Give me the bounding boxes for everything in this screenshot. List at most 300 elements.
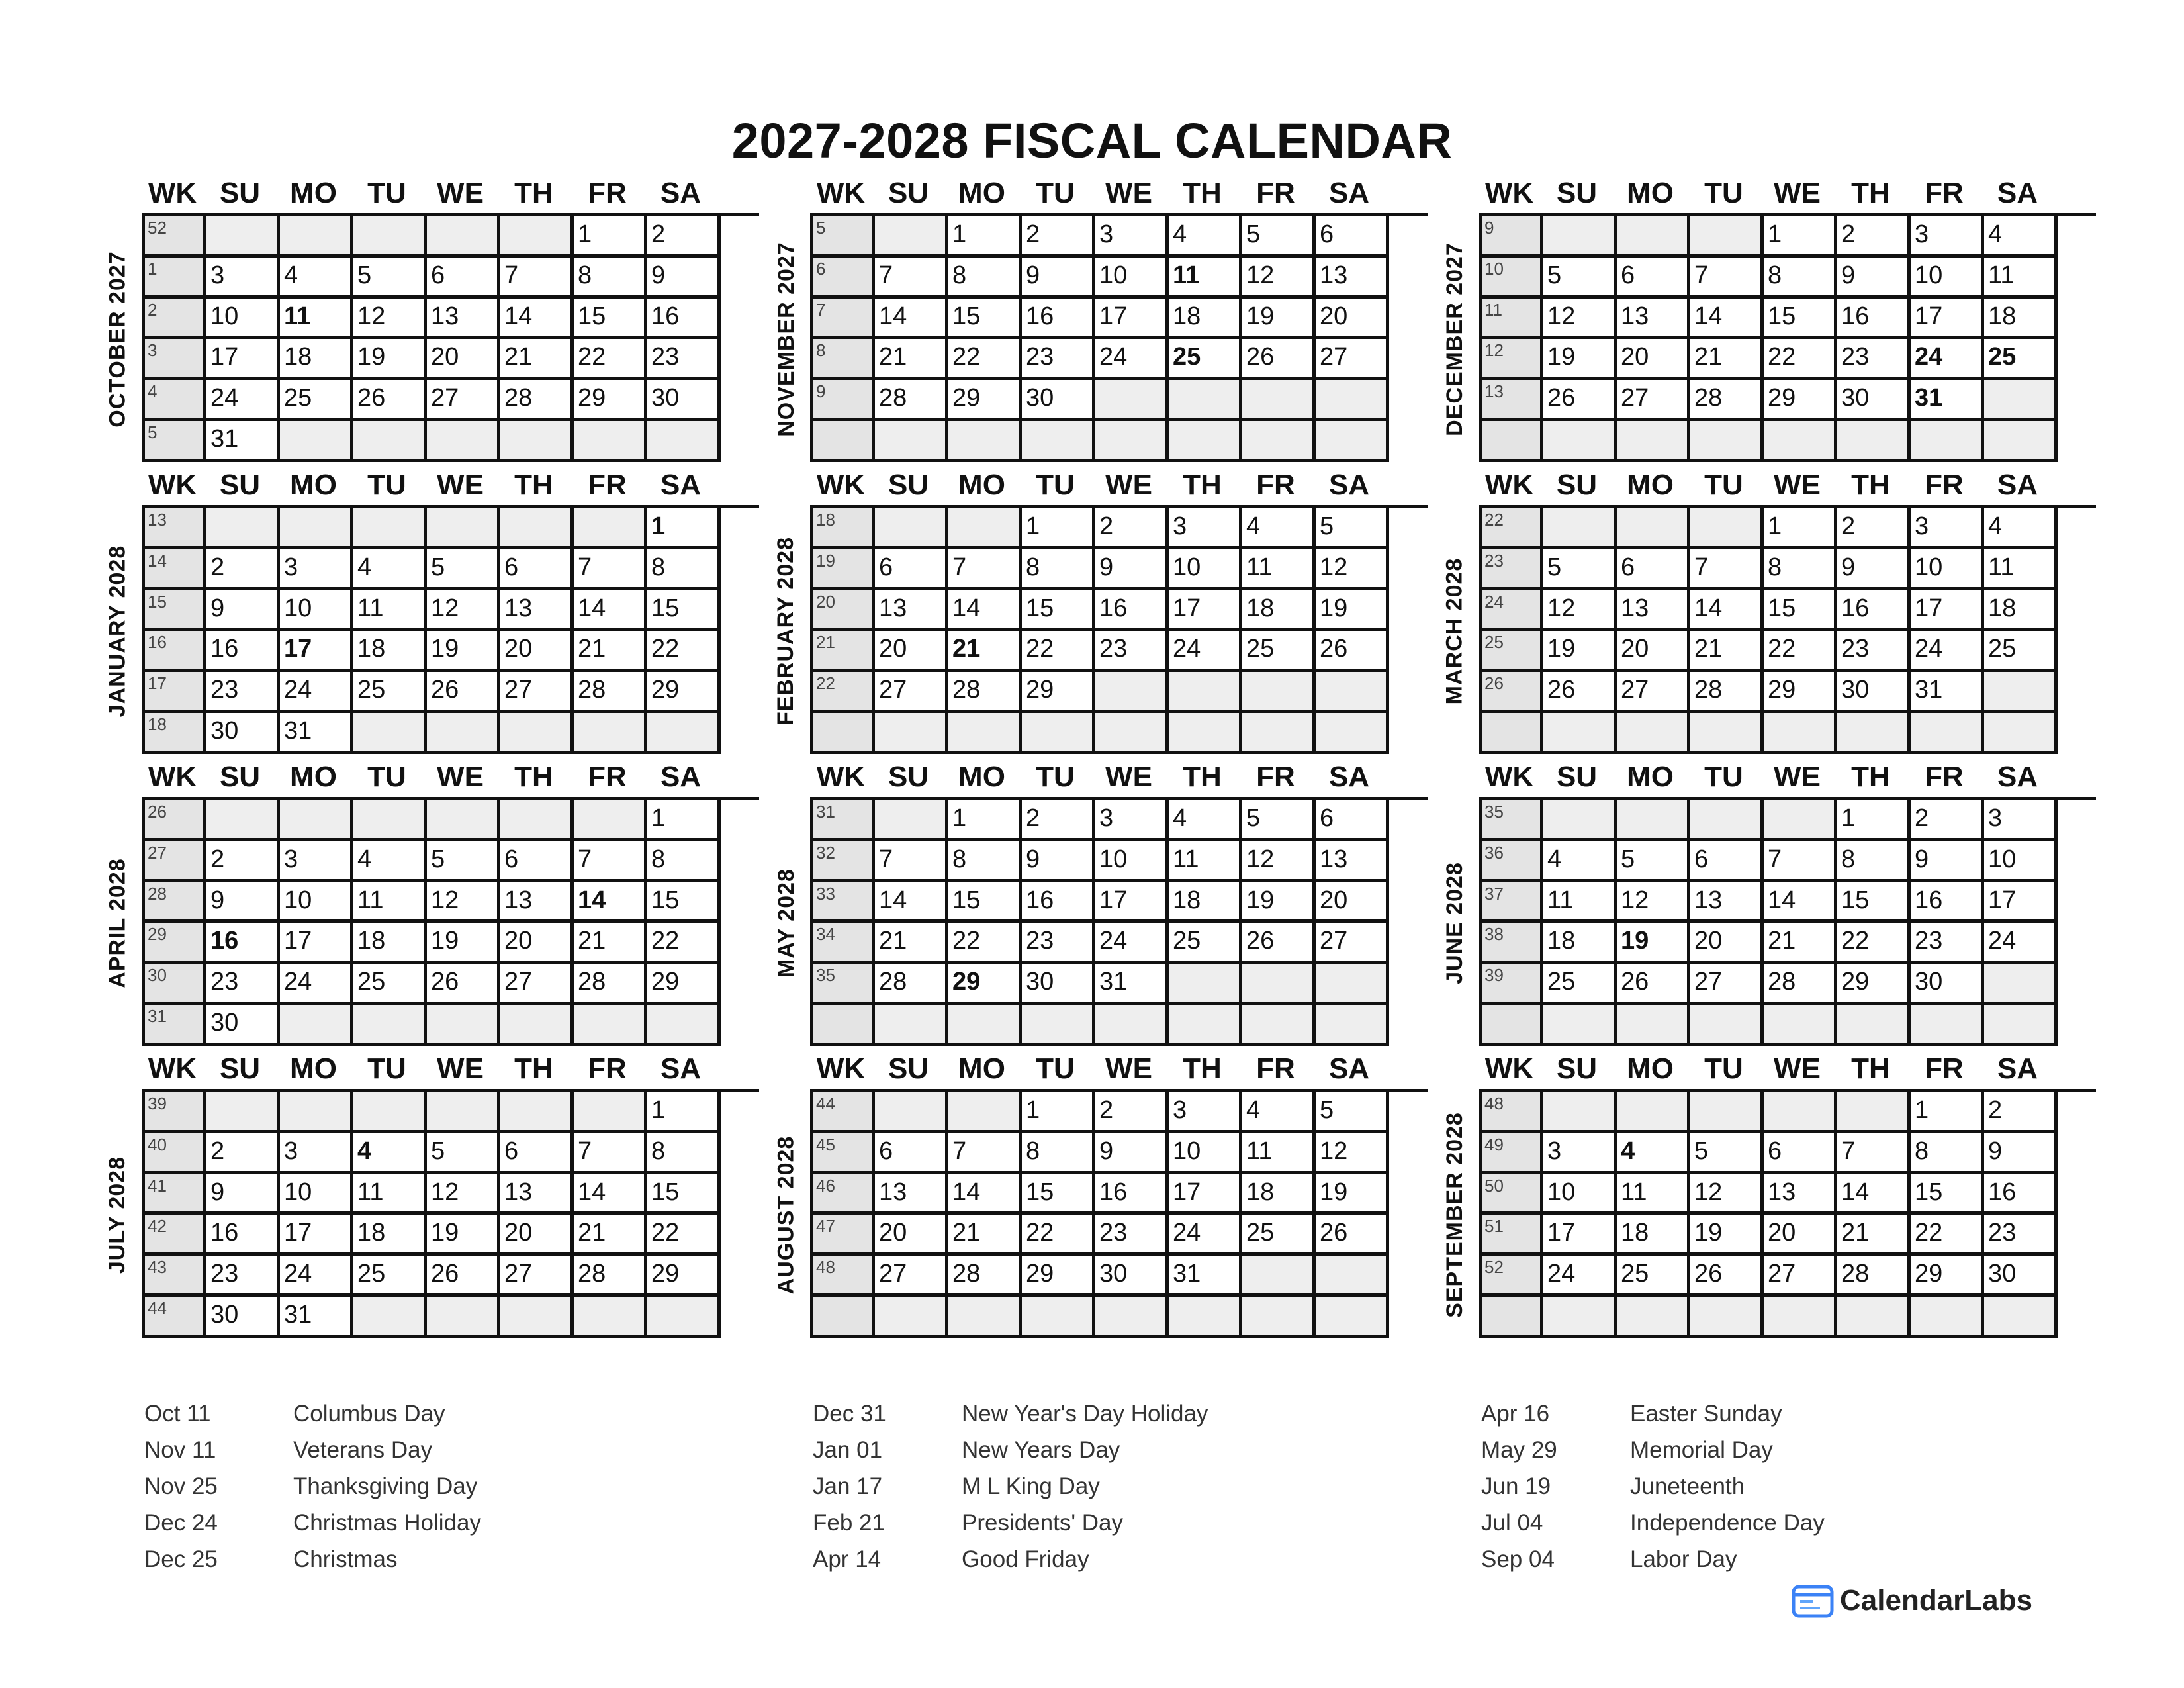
week-number: 11 xyxy=(1482,299,1543,340)
day-cell: 21 xyxy=(948,1215,1022,1256)
day-cell: 29 xyxy=(948,380,1022,421)
day-cell: 16 xyxy=(1022,882,1095,923)
day-cell: 24 xyxy=(1095,923,1169,964)
day-cell: 4 xyxy=(353,841,427,882)
weekday-label: SU xyxy=(887,469,929,501)
week-number: 9 xyxy=(1482,216,1543,258)
day-cell: 1 xyxy=(1022,1092,1095,1133)
day-cell: 18 xyxy=(1617,1215,1690,1256)
day-cell: 4 xyxy=(1543,841,1617,882)
day-cell: 19 xyxy=(1690,1215,1764,1256)
day-cell: 31 xyxy=(206,421,280,462)
week-number: 51 xyxy=(1482,1215,1543,1256)
empty-cell xyxy=(574,1297,647,1338)
weekday-label: WE xyxy=(1774,469,1821,501)
weekday-label: SA xyxy=(1328,1053,1370,1085)
day-cell: 9 xyxy=(206,1174,280,1215)
day-cell: 7 xyxy=(948,549,1022,590)
week-number: 16 xyxy=(145,631,206,672)
day-cell: 15 xyxy=(1764,299,1837,340)
day-cell: 12 xyxy=(1242,841,1316,882)
weekday-label: FR xyxy=(588,761,627,793)
weekday-header xyxy=(142,465,759,505)
empty-cell xyxy=(1095,672,1169,713)
empty-cell xyxy=(574,508,647,549)
weekday-label: TU xyxy=(367,177,406,209)
day-cell: 4 xyxy=(1169,216,1242,258)
day-cell: 6 xyxy=(1316,800,1389,841)
week-number: 4 xyxy=(145,380,206,421)
empty-cell xyxy=(500,216,574,258)
month-grid xyxy=(142,1089,759,1338)
empty-cell xyxy=(1169,672,1242,713)
day-cell: 20 xyxy=(875,1215,948,1256)
month-label-wrap xyxy=(1435,220,1475,458)
empty-cell xyxy=(1543,421,1617,462)
holiday-row xyxy=(144,1541,740,1577)
day-cell: 15 xyxy=(1022,590,1095,632)
day-cell: 11 xyxy=(1543,882,1617,923)
weekday-label: SA xyxy=(1997,1053,2038,1085)
empty-cell xyxy=(1095,1297,1169,1338)
empty-cell xyxy=(1984,1297,2058,1338)
day-cell: 18 xyxy=(1984,590,2058,632)
day-cell: 18 xyxy=(353,923,427,964)
empty-cell xyxy=(1316,672,1389,713)
weekday-label: TU xyxy=(1704,761,1743,793)
empty-cell xyxy=(875,421,948,462)
empty-cell xyxy=(1764,713,1837,754)
day-cell: 28 xyxy=(500,380,574,421)
empty-cell xyxy=(1617,800,1690,841)
brand-name: CalendarLabs xyxy=(1840,1584,2032,1617)
day-cell: 1 xyxy=(647,508,721,549)
week-number: 48 xyxy=(1482,1092,1543,1133)
day-cell: 18 xyxy=(353,1215,427,1256)
day-cell: 27 xyxy=(1316,339,1389,380)
empty-cell xyxy=(206,800,280,841)
empty-cell xyxy=(1242,1005,1316,1046)
empty-cell xyxy=(574,713,647,754)
empty-cell xyxy=(574,1005,647,1046)
day-cell: 30 xyxy=(206,1297,280,1338)
empty-cell xyxy=(948,1297,1022,1338)
week-number xyxy=(813,1297,875,1338)
weekday-label: SU xyxy=(219,1053,261,1085)
empty-cell xyxy=(1316,1256,1389,1297)
day-cell: 29 xyxy=(647,964,721,1005)
month-block xyxy=(1431,173,2096,458)
empty-cell xyxy=(427,1092,500,1133)
weekday-header xyxy=(810,173,1428,213)
weekday-label: FR xyxy=(1256,1053,1295,1085)
day-cell: 31 xyxy=(1911,380,1984,421)
week-number: 5 xyxy=(813,216,875,258)
weekday-label: SU xyxy=(887,177,929,209)
holiday-row xyxy=(813,1541,1408,1577)
weekday-label: WK xyxy=(148,469,197,501)
day-cell: 24 xyxy=(1984,923,2058,964)
week-number xyxy=(1482,713,1543,754)
day-cell: 22 xyxy=(647,923,721,964)
day-cell: 11 xyxy=(353,590,427,632)
day-cell: 12 xyxy=(427,882,500,923)
day-cell: 10 xyxy=(1984,841,2058,882)
day-cell: 25 xyxy=(1169,923,1242,964)
day-cell: 14 xyxy=(948,1174,1022,1215)
empty-cell xyxy=(1169,713,1242,754)
day-cell: 29 xyxy=(1764,672,1837,713)
day-cell: 24 xyxy=(1095,339,1169,380)
weekday-label: SA xyxy=(660,469,702,501)
day-cell: 10 xyxy=(1169,549,1242,590)
empty-cell xyxy=(1316,421,1389,462)
day-cell: 25 xyxy=(280,380,353,421)
holiday-date: Dec 31 xyxy=(813,1400,886,1427)
empty-cell xyxy=(280,421,353,462)
empty-cell xyxy=(875,1297,948,1338)
empty-cell xyxy=(647,1005,721,1046)
day-cell: 14 xyxy=(875,299,948,340)
empty-cell xyxy=(875,1092,948,1133)
day-cell: 30 xyxy=(1837,672,1911,713)
week-number: 1 xyxy=(145,258,206,299)
empty-cell xyxy=(427,1297,500,1338)
weekday-label: MO xyxy=(290,177,337,209)
day-cell: 27 xyxy=(1617,380,1690,421)
month-label-wrap xyxy=(1435,512,1475,750)
day-cell: 9 xyxy=(206,590,280,632)
day-cell: 5 xyxy=(353,258,427,299)
month-block xyxy=(94,465,759,750)
week-number: 38 xyxy=(1482,923,1543,964)
empty-cell xyxy=(500,1005,574,1046)
day-cell: 28 xyxy=(1690,380,1764,421)
empty-cell xyxy=(500,508,574,549)
day-cell: 24 xyxy=(206,380,280,421)
day-cell: 7 xyxy=(948,1133,1022,1174)
day-cell: 15 xyxy=(948,882,1022,923)
holiday-name: Easter Sunday xyxy=(1630,1400,1782,1427)
empty-cell xyxy=(280,1005,353,1046)
empty-cell xyxy=(1911,713,1984,754)
weekday-label: WE xyxy=(1774,1053,1821,1085)
day-cell: 8 xyxy=(1022,549,1095,590)
week-number: 18 xyxy=(813,508,875,549)
week-number: 43 xyxy=(145,1256,206,1297)
week-number: 31 xyxy=(145,1005,206,1046)
month-block xyxy=(1431,757,2096,1042)
empty-cell xyxy=(948,1092,1022,1133)
day-cell: 5 xyxy=(1316,1092,1389,1133)
day-cell: 11 xyxy=(1169,258,1242,299)
month-label-wrap xyxy=(98,804,138,1042)
empty-cell xyxy=(1316,964,1389,1005)
day-cell: 21 xyxy=(574,923,647,964)
day-cell: 19 xyxy=(427,1215,500,1256)
day-cell: 4 xyxy=(353,1133,427,1174)
month-grid xyxy=(810,213,1428,462)
day-cell: 31 xyxy=(1911,672,1984,713)
day-cell: 27 xyxy=(1617,672,1690,713)
month-grid xyxy=(810,1089,1428,1338)
holiday-date: Jan 01 xyxy=(813,1436,883,1463)
month-label: FEBRUARY 2028 xyxy=(773,536,799,726)
day-cell: 13 xyxy=(500,1174,574,1215)
weekday-label: TH xyxy=(1183,177,1222,209)
day-cell: 28 xyxy=(875,964,948,1005)
holiday-row xyxy=(1481,1505,2077,1541)
empty-cell xyxy=(206,1092,280,1133)
empty-cell xyxy=(1543,713,1617,754)
empty-cell xyxy=(1169,964,1242,1005)
weekday-label: SA xyxy=(660,761,702,793)
day-cell: 11 xyxy=(353,1174,427,1215)
week-number: 21 xyxy=(813,631,875,672)
day-cell: 18 xyxy=(1169,299,1242,340)
month-grid xyxy=(142,797,759,1046)
week-number: 17 xyxy=(145,672,206,713)
day-cell: 5 xyxy=(427,1133,500,1174)
day-cell: 13 xyxy=(1316,258,1389,299)
day-cell: 27 xyxy=(500,672,574,713)
day-cell: 14 xyxy=(1690,590,1764,632)
day-cell: 13 xyxy=(1316,841,1389,882)
weekday-label: FR xyxy=(1256,469,1295,501)
day-cell: 8 xyxy=(1837,841,1911,882)
day-cell: 20 xyxy=(1690,923,1764,964)
day-cell: 7 xyxy=(875,258,948,299)
weekday-label: MO xyxy=(290,1053,337,1085)
day-cell: 15 xyxy=(1911,1174,1984,1215)
day-cell: 23 xyxy=(1984,1215,2058,1256)
day-cell: 7 xyxy=(574,549,647,590)
weekday-label: FR xyxy=(1925,469,1964,501)
holiday-date: Feb 21 xyxy=(813,1509,885,1536)
empty-cell xyxy=(1095,421,1169,462)
day-cell: 17 xyxy=(280,1215,353,1256)
day-cell: 6 xyxy=(500,1133,574,1174)
day-cell: 3 xyxy=(1095,800,1169,841)
day-cell: 13 xyxy=(500,882,574,923)
weekday-label: SA xyxy=(660,1053,702,1085)
empty-cell xyxy=(1984,713,2058,754)
month-label-wrap xyxy=(766,512,806,750)
day-cell: 21 xyxy=(574,1215,647,1256)
day-cell: 1 xyxy=(1022,508,1095,549)
empty-cell xyxy=(1690,508,1764,549)
day-cell: 31 xyxy=(1095,964,1169,1005)
day-cell: 16 xyxy=(206,1215,280,1256)
day-cell: 29 xyxy=(1022,672,1095,713)
day-cell: 19 xyxy=(1316,590,1389,632)
day-cell: 6 xyxy=(1690,841,1764,882)
empty-cell xyxy=(427,713,500,754)
day-cell: 20 xyxy=(500,1215,574,1256)
day-cell: 1 xyxy=(1837,800,1911,841)
empty-cell xyxy=(1316,713,1389,754)
month-label: JUNE 2028 xyxy=(1441,861,1467,984)
empty-cell xyxy=(280,508,353,549)
day-cell: 9 xyxy=(1095,1133,1169,1174)
brand-logo xyxy=(1791,1581,2032,1620)
week-number: 18 xyxy=(145,713,206,754)
empty-cell xyxy=(1543,800,1617,841)
empty-cell xyxy=(1617,216,1690,258)
weekday-label: WE xyxy=(437,469,484,501)
day-cell: 28 xyxy=(1837,1256,1911,1297)
day-cell: 18 xyxy=(1169,882,1242,923)
day-cell: 27 xyxy=(427,380,500,421)
day-cell: 12 xyxy=(1543,590,1617,632)
empty-cell xyxy=(427,508,500,549)
day-cell: 26 xyxy=(1543,380,1617,421)
day-cell: 16 xyxy=(1837,590,1911,632)
holiday-column-1 xyxy=(144,1395,740,1577)
day-cell: 21 xyxy=(1690,339,1764,380)
week-number: 41 xyxy=(145,1174,206,1215)
empty-cell xyxy=(353,1297,427,1338)
day-cell: 30 xyxy=(1837,380,1911,421)
day-cell: 23 xyxy=(206,1256,280,1297)
day-cell: 29 xyxy=(1764,380,1837,421)
day-cell: 28 xyxy=(1764,964,1837,1005)
weekday-label: TH xyxy=(1183,469,1222,501)
day-cell: 19 xyxy=(1242,299,1316,340)
day-cell: 6 xyxy=(427,258,500,299)
weekday-label: TU xyxy=(367,469,406,501)
day-cell: 19 xyxy=(427,631,500,672)
day-cell: 14 xyxy=(1690,299,1764,340)
empty-cell xyxy=(1316,380,1389,421)
empty-cell xyxy=(1169,380,1242,421)
day-cell: 25 xyxy=(1984,631,2058,672)
day-cell: 8 xyxy=(647,549,721,590)
week-number: 25 xyxy=(1482,631,1543,672)
day-cell: 3 xyxy=(1911,508,1984,549)
empty-cell xyxy=(1242,672,1316,713)
week-number: 45 xyxy=(813,1133,875,1174)
day-cell: 7 xyxy=(1837,1133,1911,1174)
day-cell: 21 xyxy=(875,923,948,964)
day-cell: 20 xyxy=(500,631,574,672)
month-block xyxy=(94,1049,759,1334)
day-cell: 25 xyxy=(1543,964,1617,1005)
month-label-wrap xyxy=(98,1096,138,1334)
day-cell: 13 xyxy=(875,1174,948,1215)
weekday-header xyxy=(142,173,759,213)
day-cell: 1 xyxy=(647,800,721,841)
holiday-name: New Years Day xyxy=(962,1436,1120,1463)
weekday-label: SU xyxy=(1556,177,1598,209)
day-cell: 24 xyxy=(280,1256,353,1297)
day-cell: 20 xyxy=(875,631,948,672)
month-label: JULY 2028 xyxy=(105,1156,130,1274)
empty-cell xyxy=(1984,380,2058,421)
day-cell: 22 xyxy=(574,339,647,380)
day-cell: 29 xyxy=(948,964,1022,1005)
holiday-name: Independence Day xyxy=(1630,1509,1825,1536)
day-cell: 14 xyxy=(574,882,647,923)
day-cell: 11 xyxy=(1242,1133,1316,1174)
day-cell: 17 xyxy=(206,339,280,380)
empty-cell xyxy=(1543,1297,1617,1338)
day-cell: 6 xyxy=(500,841,574,882)
day-cell: 2 xyxy=(206,1133,280,1174)
weekday-label: TU xyxy=(1036,177,1075,209)
weekday-header xyxy=(810,465,1428,505)
week-number: 8 xyxy=(813,339,875,380)
day-cell: 15 xyxy=(647,590,721,632)
holiday-name: Christmas xyxy=(293,1546,398,1572)
month-label: APRIL 2028 xyxy=(105,857,130,988)
day-cell: 21 xyxy=(1764,923,1837,964)
day-cell: 28 xyxy=(948,672,1022,713)
month-grid xyxy=(1479,1089,2096,1338)
holiday-row xyxy=(813,1468,1408,1505)
day-cell: 23 xyxy=(1911,923,1984,964)
empty-cell xyxy=(1022,1005,1095,1046)
empty-cell xyxy=(574,1092,647,1133)
page-title: 2027-2028 FISCAL CALENDAR xyxy=(731,113,1453,168)
month-block xyxy=(762,757,1428,1042)
month-label-wrap xyxy=(1435,804,1475,1042)
week-number: 29 xyxy=(145,923,206,964)
day-cell: 12 xyxy=(1543,299,1617,340)
empty-cell xyxy=(1837,421,1911,462)
empty-cell xyxy=(280,216,353,258)
day-cell: 18 xyxy=(280,339,353,380)
empty-cell xyxy=(1022,713,1095,754)
day-cell: 24 xyxy=(280,964,353,1005)
weekday-label: SU xyxy=(219,469,261,501)
day-cell: 5 xyxy=(1617,841,1690,882)
day-cell: 14 xyxy=(1764,882,1837,923)
empty-cell xyxy=(1690,1092,1764,1133)
day-cell: 15 xyxy=(948,299,1022,340)
weekday-label: WK xyxy=(816,761,866,793)
day-cell: 9 xyxy=(1095,549,1169,590)
week-number: 13 xyxy=(1482,380,1543,421)
weekday-label: MO xyxy=(958,469,1005,501)
day-cell: 26 xyxy=(1316,1215,1389,1256)
weekday-label: TH xyxy=(1183,761,1222,793)
week-number: 40 xyxy=(145,1133,206,1174)
day-cell: 22 xyxy=(948,339,1022,380)
week-number: 20 xyxy=(813,590,875,632)
weekday-label: MO xyxy=(958,761,1005,793)
day-cell: 1 xyxy=(948,216,1022,258)
weekday-label: WE xyxy=(1105,469,1152,501)
day-cell: 23 xyxy=(1095,1215,1169,1256)
day-cell: 22 xyxy=(1764,631,1837,672)
month-label-wrap xyxy=(1435,1096,1475,1334)
holiday-column-2 xyxy=(813,1395,1408,1577)
weekday-label: TU xyxy=(1704,469,1743,501)
weekday-label: TU xyxy=(367,761,406,793)
week-number: 47 xyxy=(813,1215,875,1256)
weekday-label: SU xyxy=(1556,1053,1598,1085)
holiday-date: Dec 24 xyxy=(144,1509,218,1536)
empty-cell xyxy=(1764,1092,1837,1133)
week-number: 6 xyxy=(813,258,875,299)
day-cell: 28 xyxy=(948,1256,1022,1297)
day-cell: 24 xyxy=(1911,339,1984,380)
weekday-label: TH xyxy=(1851,469,1890,501)
holiday-row xyxy=(1481,1395,2077,1432)
empty-cell xyxy=(1617,1297,1690,1338)
day-cell: 3 xyxy=(1095,216,1169,258)
